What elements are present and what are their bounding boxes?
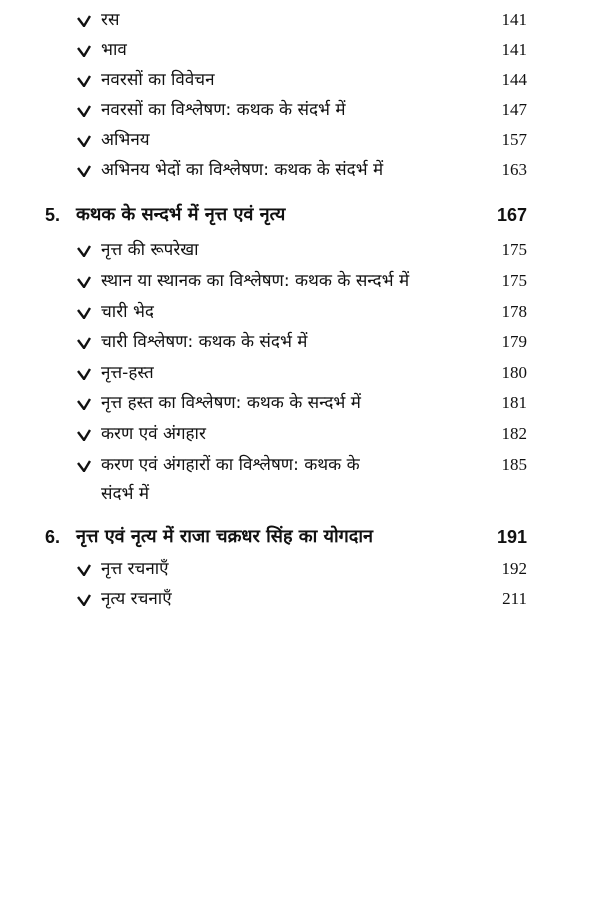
- chapter-title: नृत्त एवं नृत्य में राजा चक्रधर सिंह का योगदान: [76, 526, 373, 547]
- checkmark-bullet-icon: [77, 366, 91, 380]
- toc-entry-continuation: [0, 478, 600, 510]
- chapter-heading: [0, 521, 600, 553]
- toc-entry-page: 147: [501, 100, 527, 119]
- checkmark-bullet-icon: [77, 103, 91, 117]
- checkmark-bullet-icon: [77, 592, 91, 606]
- toc-entry-page: 211: [502, 589, 527, 608]
- toc-entry-title: नृत्य रचनाएँ: [101, 589, 172, 609]
- toc-entry-page: 180: [501, 363, 527, 382]
- toc-entry: [0, 234, 600, 266]
- toc-entry-title: चारी भेद: [101, 302, 154, 322]
- checkmark-bullet-icon: [77, 133, 91, 147]
- toc-entry-page: 157: [501, 130, 527, 149]
- checkmark-bullet-icon: [77, 427, 91, 441]
- chapter-number: 6.: [45, 527, 61, 547]
- toc-entry-page: 192: [501, 559, 527, 578]
- checkmark-bullet-icon: [77, 163, 91, 177]
- toc-entry: [0, 583, 600, 615]
- toc-entry-title: भाव: [101, 40, 127, 60]
- checkmark-bullet-icon: [77, 243, 91, 257]
- toc-entry-title-continued: संदर्भ में: [101, 484, 150, 504]
- toc-entry-title: करण एवं अंगहारों का विश्लेषण: कथक के: [101, 455, 360, 475]
- toc-entry: [0, 326, 600, 358]
- checkmark-bullet-icon: [77, 458, 91, 472]
- toc-entry-title: अभिनय भेदों का विश्लेषण: कथक के संदर्भ में: [101, 160, 384, 180]
- toc-entry-page: 144: [501, 70, 527, 89]
- toc-entry-page: 141: [501, 10, 527, 29]
- toc-entry-title: अभिनय: [101, 130, 150, 150]
- toc-entry-page: 178: [501, 302, 527, 321]
- toc-entry-title: नवरसों का विश्लेषण: कथक के संदर्भ में: [101, 100, 346, 120]
- chapter-page: 167: [496, 205, 527, 225]
- toc-entry-title: चारी विश्लेषण: कथक के संदर्भ में: [101, 332, 308, 352]
- checkmark-bullet-icon: [77, 562, 91, 576]
- checkmark-bullet-icon: [77, 335, 91, 349]
- toc-entry-title: रस: [101, 10, 120, 30]
- toc-entry: [0, 357, 600, 389]
- toc-entry-page: 175: [501, 271, 527, 290]
- chapter-title: कथक के सन्दर्भ में नृत्त एवं नृत्य: [76, 204, 286, 225]
- toc-entry-title: नृत्त की रूपरेखा: [101, 240, 199, 260]
- toc-entry: [0, 64, 600, 96]
- checkmark-bullet-icon: [77, 274, 91, 288]
- toc-entry-page: 181: [501, 393, 527, 412]
- toc-entry-page: 182: [501, 424, 527, 443]
- chapter-page: 191: [496, 527, 527, 547]
- toc-entry-page: 175: [501, 240, 527, 259]
- chapter-number: 5.: [45, 205, 61, 225]
- toc-entry: [0, 418, 600, 450]
- checkmark-bullet-icon: [77, 305, 91, 319]
- toc-entry: [0, 296, 600, 328]
- checkmark-bullet-icon: [77, 13, 91, 27]
- toc-entry: [0, 154, 600, 186]
- toc-entry: [0, 94, 600, 126]
- toc-entry-title: नृत्त-हस्त: [101, 363, 154, 383]
- toc-entry: [0, 4, 600, 36]
- toc-entry-title: करण एवं अंगहार: [101, 424, 206, 444]
- toc-entry-title: नृत्त रचनाएँ: [101, 559, 169, 579]
- toc-entry-page: 185: [501, 455, 527, 474]
- toc-entry-title: स्थान या स्थानक का विश्लेषण: कथक के सन्दर्भ में: [101, 271, 410, 291]
- chapter-heading: [0, 199, 600, 231]
- checkmark-bullet-icon: [77, 396, 91, 410]
- checkmark-bullet-icon: [77, 43, 91, 57]
- toc-entry: [0, 387, 600, 419]
- toc-entry: [0, 124, 600, 156]
- checkmark-bullet-icon: [77, 73, 91, 87]
- toc-entry-title: नवरसों का विवेचन: [101, 70, 215, 90]
- toc-entry-page: 163: [501, 160, 527, 179]
- toc-entry: [0, 265, 600, 297]
- toc-entry: [0, 34, 600, 66]
- toc-entry: [0, 449, 600, 481]
- toc-entry: [0, 553, 600, 585]
- toc-entry-title: नृत्त हस्त का विश्लेषण: कथक के सन्दर्भ में: [101, 393, 361, 413]
- toc-entry-page: 141: [501, 40, 527, 59]
- toc-entry-page: 179: [501, 332, 527, 351]
